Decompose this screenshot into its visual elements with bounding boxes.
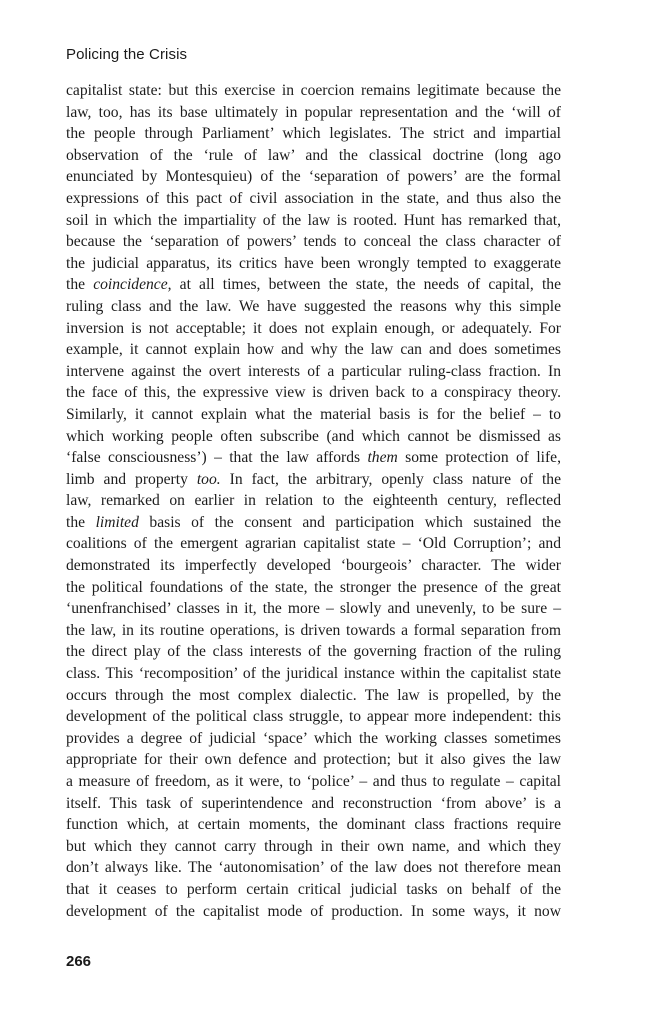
text-run: a measure of freedom, as it were, to ‘police’ – and thus to regulate – capital: [66, 773, 561, 790]
text-line: [66, 231, 561, 253]
text-line: [66, 879, 561, 901]
text-run: law, too, has its base ultimately in popular representation and the ‘will of: [66, 103, 561, 121]
text-line: [66, 339, 561, 361]
text-line: [66, 274, 561, 296]
text-run: intervene against the overt interests of a particular ruling-class fraction. In: [66, 362, 561, 380]
text-run: example, it cannot explain how and why the law can and does sometimes: [66, 341, 561, 359]
text-run: enunciated by Montesquieu) of the ‘separation of powers’ are the formal: [66, 168, 561, 186]
text-run: that it ceases to perform certain critical judicial tasks on behalf of the: [66, 880, 561, 898]
text-run: provides a degree of judicial ‘space’ which the working classes sometimes: [66, 729, 561, 747]
text-run: expressions of this pact of civil association in the state, and thus also the: [66, 189, 561, 207]
text-run: soil in which the impartiality of the law is rooted. Hunt has remarked that,: [66, 211, 561, 229]
italic-text: coincidence,: [93, 276, 172, 294]
text-run: limb and property: [66, 470, 197, 488]
text-run: In fact, the arbitrary, openly class nature of the: [220, 470, 561, 488]
text-line: [66, 102, 561, 124]
text-line: [66, 620, 561, 642]
text-line: [66, 490, 561, 512]
text-run: observation of the ‘rule of law’ and the classical doctrine (long ago: [66, 146, 561, 164]
italic-text: them: [367, 449, 398, 467]
text-line: [66, 706, 561, 728]
text-line: [66, 577, 561, 599]
text-run: the: [66, 513, 96, 531]
text-line: [66, 253, 561, 275]
running-head: Policing the Crisis: [66, 46, 188, 63]
text-run: the people through Parliament’ which legislates. The strict and impartial: [66, 125, 561, 143]
text-run: which working people often subscribe (and which cannot be dismissed as: [66, 427, 561, 445]
text-line: [66, 685, 561, 707]
text-line: [66, 836, 561, 858]
text-line: [66, 857, 561, 879]
text-line: [66, 555, 561, 577]
text-run: basis of the consent and participation which sustained the: [138, 513, 561, 531]
text-run: the direct play of the class interests of the governing fraction of the ruling: [66, 643, 561, 661]
text-run: demonstrated its imperfectly developed ‘bourgeois’ character. The wider: [66, 557, 561, 575]
text-run: law, remarked on earlier in relation to the eighteenth century, reflected: [66, 492, 561, 510]
text-line: [66, 598, 561, 620]
text-run: but which they cannot carry through in their own name, and which they: [66, 837, 561, 855]
text-run: the judicial apparatus, its critics have been wrongly tempted to exaggerate: [66, 254, 561, 272]
text-run: the face of this, the expressive view is driven back to a conspiracy theory.: [66, 384, 561, 402]
text-line: [66, 663, 561, 685]
text-run: development of the political class struggle, to appear more independent: this: [66, 708, 561, 726]
text-run: the: [66, 276, 94, 294]
text-run: capitalist state: but this exercise in coercion remains legitimate because the: [66, 82, 561, 99]
text-run: development of the capitalist mode of production. In some ways, it now: [66, 902, 561, 920]
text-line: [66, 382, 561, 404]
text-line: [66, 641, 561, 663]
text-line: [66, 793, 561, 815]
text-run: ruling class and the law. We have suggested the reasons why this simple: [66, 297, 561, 315]
text-line: [66, 533, 561, 555]
body-text: [66, 80, 561, 922]
text-run: ‘false consciousness’) – that the law affords: [66, 449, 368, 467]
text-run: function which, at certain moments, the dominant class fractions require: [66, 816, 561, 834]
text-line: [66, 80, 561, 102]
text-run: occurs through the most complex dialectic. The law is propelled, by the: [66, 686, 561, 704]
text-run: coalitions of the emergent agrarian capitalist state – ‘Old Corruption’; and: [66, 535, 561, 553]
page-number: 266: [66, 953, 92, 970]
italic-text: too.: [196, 470, 221, 488]
text-run: the law, in its routine operations, is driven towards a formal separation from: [66, 621, 561, 639]
text-line: [66, 469, 561, 491]
text-line: [66, 166, 561, 188]
text-line: [66, 145, 561, 167]
text-line: [66, 447, 561, 469]
text-run: at all times, between the state, the needs of capital, the: [171, 276, 562, 294]
text-run: Similarly, it cannot explain what the material basis is for the belief – to: [66, 405, 561, 423]
text-line: [66, 512, 561, 534]
text-line: [66, 123, 561, 145]
text-run: class. This ‘recomposition’ of the juridical instance within the capitalist state: [66, 665, 561, 683]
text-line: [66, 771, 561, 793]
text-run: because the ‘separation of powers’ tends to conceal the class character of: [66, 233, 561, 251]
text-run: some protection of life,: [397, 449, 561, 467]
text-run: appropriate for their own defence and protection; but it also gives the law: [66, 751, 561, 769]
text-run: itself. This task of superintendence and reconstruction ‘from above’ is a: [66, 794, 561, 812]
text-line: [66, 188, 561, 210]
text-line: [66, 210, 561, 232]
text-line: [66, 361, 561, 383]
text-line: [66, 728, 561, 750]
text-line: [66, 296, 561, 318]
text-line: [66, 749, 561, 771]
text-line: [66, 318, 561, 340]
text-line: [66, 901, 561, 923]
italic-text: limited: [95, 513, 139, 531]
text-line: [66, 814, 561, 836]
text-run: ‘unenfranchised’ classes in it, the more – slowly and unevenly, to be sure –: [66, 600, 561, 618]
text-run: inversion is not acceptable; it does not explain enough, or adequately. For: [66, 319, 561, 337]
text-run: the political foundations of the state, the stronger the presence of the great: [66, 578, 561, 596]
text-line: [66, 426, 561, 448]
text-line: [66, 404, 561, 426]
text-run: don’t always like. The ‘autonomisation’ of the law does not therefore mean: [66, 859, 561, 877]
